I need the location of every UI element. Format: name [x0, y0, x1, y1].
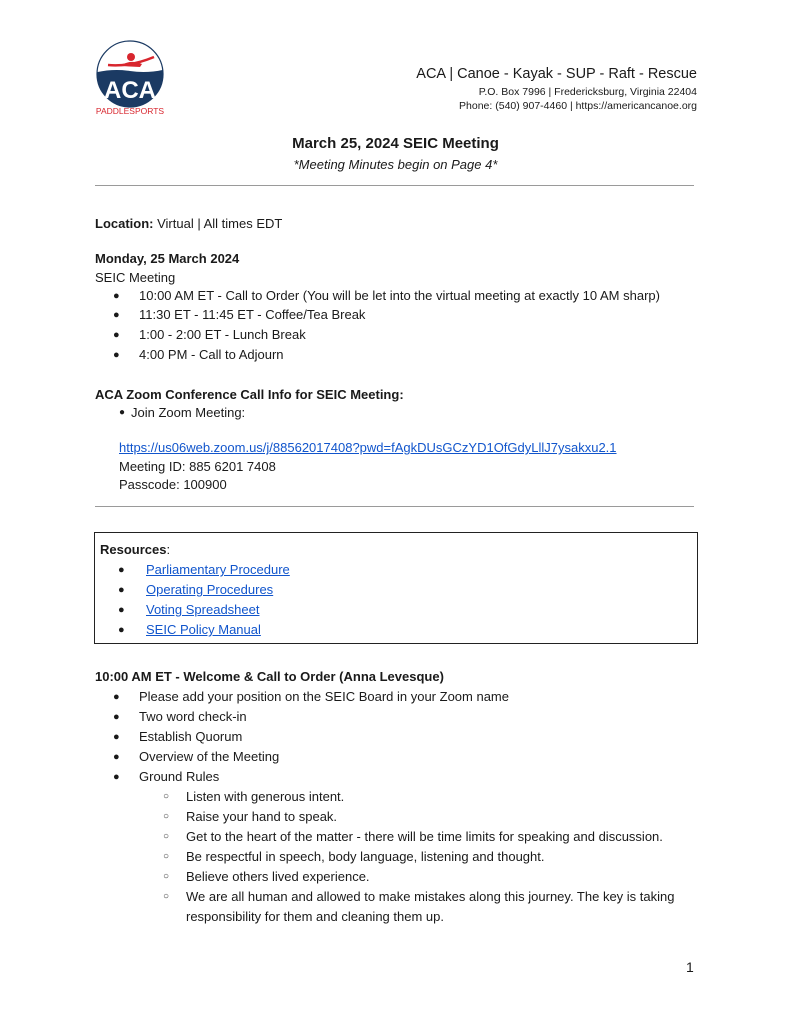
bullet-icon: ●	[118, 604, 125, 616]
ground-rule-item-continued: responsibility for them and cleaning them up.	[186, 909, 444, 924]
resource-link-parliamentary-procedure[interactable]: Parliamentary Procedure	[146, 562, 290, 577]
location-label: Location:	[95, 216, 154, 231]
welcome-heading: 10:00 AM ET - Welcome & Call to Order (Anna Levesque)	[95, 669, 444, 684]
bullet-icon: ●	[113, 349, 120, 361]
resource-link-seic-policy-manual[interactable]: SEIC Policy Manual	[146, 622, 261, 637]
bullet-icon: ●	[113, 731, 120, 743]
divider	[95, 185, 694, 186]
location-value: Virtual | All times EDT	[153, 216, 283, 231]
circle-bullet-icon: ○	[163, 891, 170, 902]
zoom-join-label: Join Zoom Meeting:	[131, 405, 246, 420]
circle-bullet-icon: ○	[163, 791, 170, 802]
bullet-icon: ●	[113, 691, 120, 703]
location-line	[95, 216, 282, 231]
welcome-item: Overview of the Meeting	[139, 749, 280, 764]
bullet-icon: ●	[118, 564, 125, 576]
ground-rule-item: Raise your hand to speak.	[186, 809, 338, 824]
bullet-icon: ●	[113, 290, 120, 302]
schedule-date: Monday, 25 March 2024	[95, 251, 240, 266]
ground-rule-item: Believe others lived experience.	[186, 869, 370, 884]
schedule-item: 4:00 PM - Call to Adjourn	[139, 347, 284, 362]
bullet-icon: ●	[113, 329, 120, 341]
resource-link-voting-spreadsheet[interactable]: Voting Spreadsheet	[146, 602, 260, 617]
bullet-icon: ●	[118, 624, 125, 636]
resources-heading	[100, 542, 170, 557]
aca-logo	[90, 40, 170, 116]
logo-text: ACA	[104, 77, 156, 104]
zoom-meeting-link[interactable]: https://us06web.zoom.us/j/88562017408?pwd=fAgkDUsGCzYD1OfGdyLllJ7ysakxu2.1	[119, 440, 617, 455]
bullet-icon: ●	[113, 711, 120, 723]
circle-bullet-icon: ○	[163, 871, 170, 882]
schedule-heading: SEIC Meeting	[95, 270, 176, 285]
welcome-item: Please add your position on the SEIC Board in your Zoom name	[139, 689, 509, 704]
org-address: P.O. Box 7996 | Fredericksburg, Virginia 22404	[478, 86, 697, 98]
org-line: ACA | Canoe - Kayak - SUP - Raft - Rescue	[416, 66, 697, 82]
page-number: 1	[686, 959, 694, 975]
page-title: March 25, 2024 SEIC Meeting	[292, 135, 499, 152]
circle-bullet-icon: ○	[163, 811, 170, 822]
circle-bullet-icon: ○	[163, 831, 170, 842]
ground-rule-item: Be respectful in speech, body language, listening and thought.	[186, 849, 545, 864]
bullet-icon: ●	[113, 751, 120, 763]
resources-label: Resources	[100, 542, 167, 557]
bullet-icon: ●	[113, 771, 120, 783]
ground-rule-item: Listen with generous intent.	[186, 789, 345, 804]
ground-rule-item: Get to the heart of the matter - there will be time limits for speaking and discussion.	[186, 829, 663, 844]
org-phone: Phone: (540) 907-4460 | https://americancanoe.org	[459, 100, 697, 112]
ground-rule-item: We are all human and allowed to make mistakes along this journey. The key is taking	[186, 889, 675, 904]
zoom-meeting-id: Meeting ID: 885 6201 7408	[119, 459, 276, 474]
divider	[95, 506, 694, 507]
welcome-item: Establish Quorum	[139, 729, 243, 744]
bullet-icon: ●	[118, 584, 125, 596]
bullet-icon: ●	[113, 309, 120, 321]
resources-colon: :	[166, 542, 171, 557]
schedule-item: 10:00 AM ET - Call to Order (You will be let into the virtual meeting at exactly 10 AM sharp)	[139, 288, 660, 303]
logo-subtext: PADDLESPORTS	[95, 106, 165, 116]
page-subtitle: *Meeting Minutes begin on Page 4*	[293, 157, 498, 172]
welcome-item: Two word check-in	[139, 709, 247, 724]
zoom-heading: ACA Zoom Conference Call Info for SEIC Meeting:	[95, 387, 404, 402]
schedule-item: 11:30 ET - 11:45 ET - Coffee/Tea Break	[139, 307, 366, 322]
welcome-item: Ground Rules	[139, 769, 220, 784]
schedule-item: 1:00 - 2:00 ET - Lunch Break	[139, 327, 306, 342]
resource-link-operating-procedures[interactable]: Operating Procedures	[146, 582, 274, 597]
zoom-passcode: Passcode: 100900	[119, 477, 227, 492]
bullet-icon: ●	[119, 407, 126, 418]
circle-bullet-icon: ○	[163, 851, 170, 862]
